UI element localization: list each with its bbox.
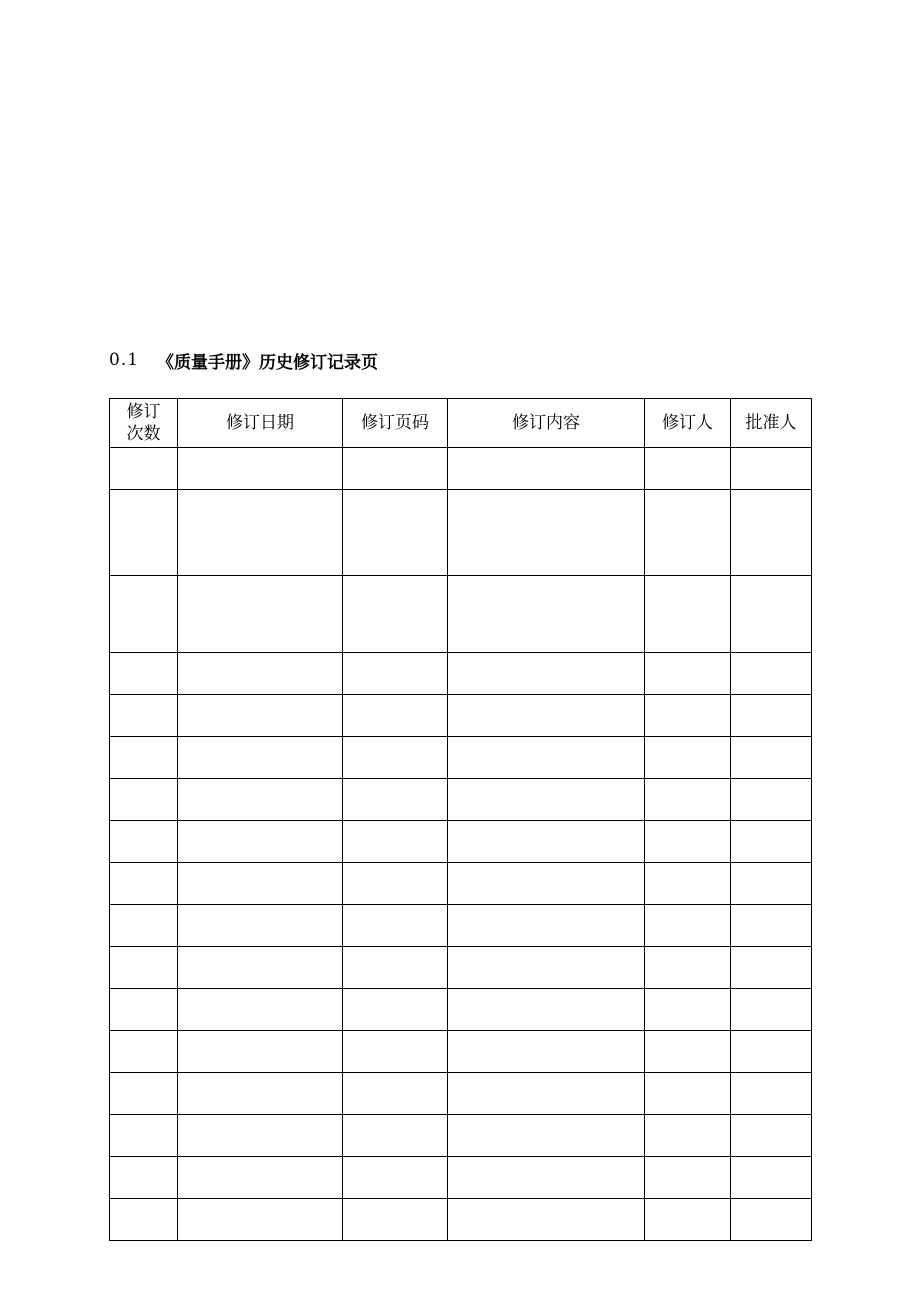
cell-revision-page xyxy=(343,1157,448,1199)
cell-revision-count xyxy=(110,1115,178,1157)
table-row xyxy=(110,576,812,653)
cell-revision-page xyxy=(343,821,448,863)
cell-revision-content xyxy=(448,737,645,779)
cell-revision-date xyxy=(178,821,343,863)
cell-revision-count xyxy=(110,653,178,695)
cell-revision-date xyxy=(178,490,343,576)
table-row xyxy=(110,1199,812,1241)
cell-revision-date xyxy=(178,989,343,1031)
cell-reviser xyxy=(645,576,731,653)
table-row xyxy=(110,989,812,1031)
table-row xyxy=(110,1115,812,1157)
cell-revision-count xyxy=(110,779,178,821)
cell-revision-page xyxy=(343,576,448,653)
cell-revision-content xyxy=(448,779,645,821)
cell-revision-page xyxy=(343,695,448,737)
cell-revision-date xyxy=(178,653,343,695)
cell-revision-content xyxy=(448,1031,645,1073)
cell-approver xyxy=(731,1031,812,1073)
cell-approver xyxy=(731,821,812,863)
cell-revision-page xyxy=(343,653,448,695)
section-title: 《质量手册》历史修订记录页 xyxy=(157,352,378,373)
table-row xyxy=(110,821,812,863)
revision-history-table xyxy=(109,398,812,1241)
cell-revision-page xyxy=(343,1031,448,1073)
cell-revision-content xyxy=(448,989,645,1031)
cell-revision-page xyxy=(343,1199,448,1241)
cell-revision-page xyxy=(343,905,448,947)
cell-reviser xyxy=(645,1199,731,1241)
cell-revision-page xyxy=(343,863,448,905)
cell-revision-page xyxy=(343,989,448,1031)
table-row xyxy=(110,653,812,695)
cell-revision-content xyxy=(448,905,645,947)
cell-revision-count xyxy=(110,821,178,863)
cell-revision-content xyxy=(448,1157,645,1199)
cell-revision-page xyxy=(343,779,448,821)
cell-revision-count xyxy=(110,490,178,576)
cell-approver xyxy=(731,947,812,989)
cell-revision-date xyxy=(178,1073,343,1115)
cell-approver xyxy=(731,989,812,1031)
cell-revision-page xyxy=(343,737,448,779)
cell-revision-date xyxy=(178,695,343,737)
cell-revision-date xyxy=(178,1199,343,1241)
cell-reviser xyxy=(645,779,731,821)
cell-revision-page xyxy=(343,1073,448,1115)
cell-revision-count xyxy=(110,1199,178,1241)
header-reviser: 修订人 xyxy=(645,399,731,448)
table-row xyxy=(110,448,812,490)
cell-reviser xyxy=(645,695,731,737)
cell-revision-count xyxy=(110,947,178,989)
table-row xyxy=(110,1031,812,1073)
cell-approver xyxy=(731,695,812,737)
cell-approver xyxy=(731,905,812,947)
cell-reviser xyxy=(645,1031,731,1073)
cell-reviser xyxy=(645,947,731,989)
table-body xyxy=(110,448,812,1241)
cell-revision-date xyxy=(178,1031,343,1073)
cell-revision-page xyxy=(343,490,448,576)
cell-revision-page xyxy=(343,448,448,490)
header-revision-count-line1: 修订 xyxy=(126,402,161,422)
cell-approver xyxy=(731,1073,812,1115)
cell-revision-date xyxy=(178,576,343,653)
cell-revision-count xyxy=(110,905,178,947)
cell-revision-count xyxy=(110,695,178,737)
cell-revision-content xyxy=(448,490,645,576)
table-row xyxy=(110,695,812,737)
cell-revision-count xyxy=(110,1031,178,1073)
header-revision-page: 修订页码 xyxy=(343,399,448,448)
cell-revision-date xyxy=(178,779,343,821)
cell-reviser xyxy=(645,1073,731,1115)
cell-revision-date xyxy=(178,905,343,947)
cell-revision-content xyxy=(448,576,645,653)
cell-approver xyxy=(731,1157,812,1199)
cell-approver xyxy=(731,490,812,576)
cell-revision-count xyxy=(110,737,178,779)
cell-reviser xyxy=(645,448,731,490)
cell-revision-content xyxy=(448,653,645,695)
header-revision-count-line2: 次数 xyxy=(126,424,161,444)
cell-revision-content xyxy=(448,821,645,863)
table-row xyxy=(110,863,812,905)
cell-revision-content xyxy=(448,448,645,490)
cell-revision-count xyxy=(110,989,178,1031)
cell-reviser xyxy=(645,863,731,905)
section-heading xyxy=(109,347,378,373)
cell-reviser xyxy=(645,737,731,779)
cell-approver xyxy=(731,863,812,905)
cell-approver xyxy=(731,737,812,779)
cell-revision-page xyxy=(343,1115,448,1157)
cell-revision-count xyxy=(110,576,178,653)
cell-revision-content xyxy=(448,1073,645,1115)
cell-reviser xyxy=(645,1157,731,1199)
cell-revision-content xyxy=(448,695,645,737)
table-row xyxy=(110,1157,812,1199)
cell-reviser xyxy=(645,1115,731,1157)
cell-approver xyxy=(731,1115,812,1157)
cell-approver xyxy=(731,1199,812,1241)
table-row xyxy=(110,779,812,821)
cell-reviser xyxy=(645,989,731,1031)
table-header-row xyxy=(110,399,812,448)
cell-revision-count xyxy=(110,448,178,490)
cell-revision-content xyxy=(448,1115,645,1157)
cell-revision-content xyxy=(448,863,645,905)
cell-revision-date xyxy=(178,1157,343,1199)
cell-revision-count xyxy=(110,1073,178,1115)
cell-revision-count xyxy=(110,1157,178,1199)
table-row xyxy=(110,947,812,989)
table-row xyxy=(110,490,812,576)
cell-reviser xyxy=(645,653,731,695)
cell-revision-count xyxy=(110,863,178,905)
cell-approver xyxy=(731,448,812,490)
section-number: 0.1 xyxy=(109,350,140,370)
table-row xyxy=(110,737,812,779)
cell-revision-date xyxy=(178,737,343,779)
header-revision-content: 修订内容 xyxy=(448,399,645,448)
cell-reviser xyxy=(645,490,731,576)
cell-revision-page xyxy=(343,947,448,989)
table-row xyxy=(110,905,812,947)
cell-approver xyxy=(731,576,812,653)
header-revision-date: 修订日期 xyxy=(178,399,343,448)
cell-reviser xyxy=(645,821,731,863)
cell-revision-date xyxy=(178,448,343,490)
cell-approver xyxy=(731,779,812,821)
cell-revision-date xyxy=(178,863,343,905)
header-revision-count xyxy=(110,399,178,448)
cell-revision-content xyxy=(448,947,645,989)
header-approver: 批准人 xyxy=(731,399,812,448)
cell-revision-date xyxy=(178,947,343,989)
table-row xyxy=(110,1073,812,1115)
cell-revision-date xyxy=(178,1115,343,1157)
cell-approver xyxy=(731,653,812,695)
cell-reviser xyxy=(645,905,731,947)
cell-revision-content xyxy=(448,1199,645,1241)
